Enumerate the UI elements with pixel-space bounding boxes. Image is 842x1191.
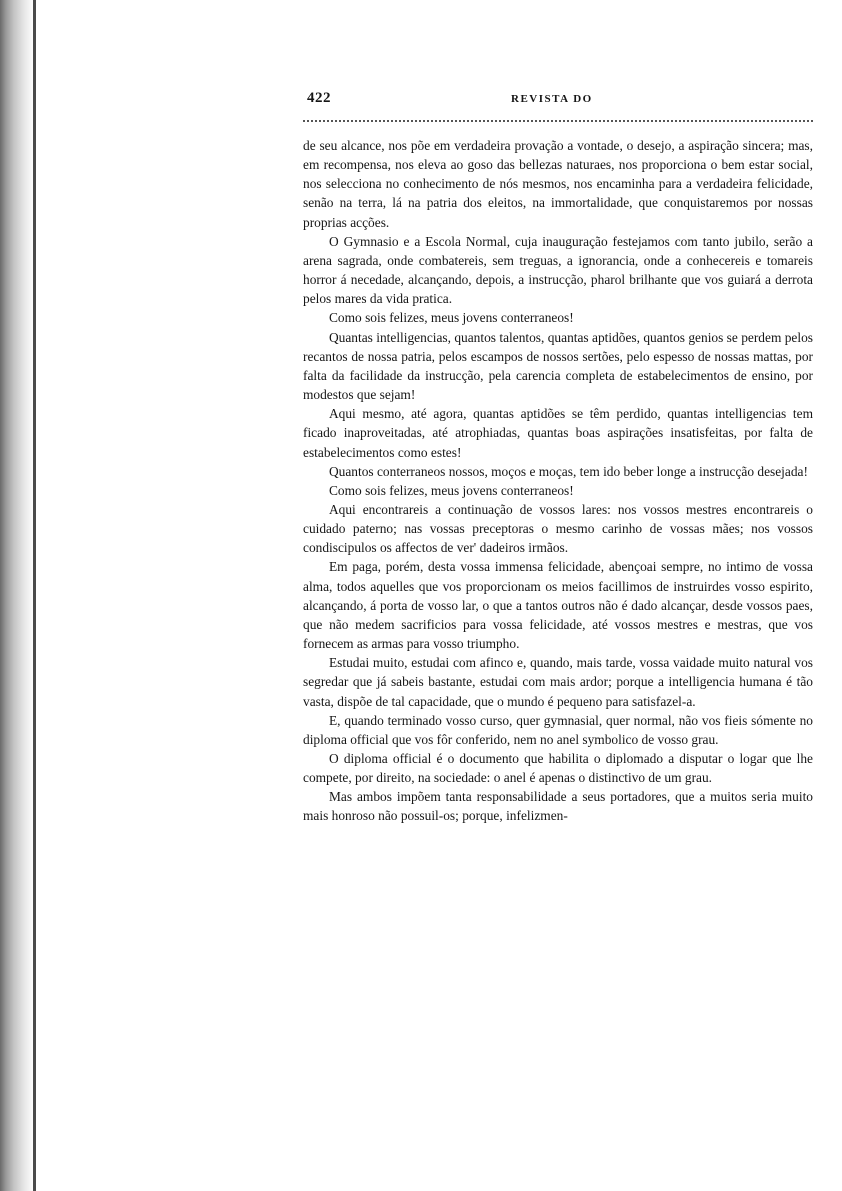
paragraph-9: Em paga, porém, desta vossa immensa felicidade, abençoai sempre, no intimo de vossa alma, todos aquelles que vos proporcionam os meios facillimos de instruirdes vosso espirito, alcançando, á porta de vosso lar, o que a tantos outros não é dado alcançar, desde vossos paes, que não medem sacrificios para vossa felicidade, até vossos mestres e mestras, que vos fornecem as armas para vosso triumpho. — [303, 559, 813, 652]
paragraph-4: Quantas intelligencias, quantos talentos, quantas aptidões, quantos genios se perdem pelos recantos de nossa patria, pelos escampos de nossos sertões, pelo espesso de nossas mattas, por falta da facilidade da instrucção, pela carencia completa de estabelecimentos de ensino, por modestos que sejam! — [303, 329, 813, 403]
paragraph-5: Aqui mesmo, até agora, quantas aptidões se têm perdido, quantas intelligencias tem ficado inaproveitadas, até atrophiadas, quantas boas aspirações insatisfeitas, por falta de estabelecimentos como estes! — [303, 406, 813, 460]
page-header — [303, 90, 813, 122]
paragraph-1: de seu alcance, nos põe em verdadeira provação a vontade, o desejo, a aspiração sincera; mas, em recompensa, nos eleva ao goso das bellezas naturaes, nos proporciona o bem estar social, nos selecciona no conhecimento de nós mesmos, nos encaminha para a verdadeira felicidade, senão na terra, lá na patria dos eleitos, na immortalidade, que conquistaremos por nossas proprias acções. — [303, 138, 813, 230]
paragraph-10: Estudai muito, estudai com afinco e, quando, mais tarde, vossa vaidade muito natural vos segredar que já sabeis bastante, estudai com mais ardor; porque a intelligencia humana é tão vasta, dispõe de tal capacidade, que o mundo é pequeno para satisfazel-a. — [303, 655, 813, 709]
page-binding-edge — [33, 0, 36, 1191]
running-title: REVISTA DO — [511, 93, 593, 105]
paragraph-13: Mas ambos impõem tanta responsabilidade a seus portadores, que a muitos seria muito mais honroso não possuil-os; porque, infelizmen- — [303, 789, 813, 824]
page-binding-shadow — [0, 0, 34, 1191]
paragraph-2: O Gymnasio e a Escola Normal, cuja inauguração festejamos com tanto jubilo, serão a arena sagrada, onde combatereis, sem treguas, a ignorancia, onde a conhecereis e tomareis horror á necedade, alcançando, depois, a instrucção, pharol brilhante que vos guiará a derrota pelos mares da vida pratica. — [303, 233, 813, 307]
paragraph-6: Quantos conterraneos nossos, moços e moças, tem ido beber longe a instrucção desejada! — [329, 463, 808, 479]
paragraph-8: Aqui encontrareis a continuação de vossos lares: nos vossos mestres encontrareis o cuidado paterno; nas vossas preceptoras o mesmo carinho de vossas mães; nos vossos condiscipulos os affectos de ver' dadeiros irmãos. — [303, 501, 813, 556]
paragraph-3: Como sois felizes, meus jovens conterraneos! — [329, 310, 574, 326]
paragraph-12: O diploma official é o documento que habilita o diplomado a disputar o logar que lhe compete, por direito, na sociedade: o anel é apenas o distinctivo de um grau. — [303, 751, 813, 786]
paragraph-7: Como sois felizes, meus jovens conterraneos! — [329, 482, 574, 498]
paragraph-11: E, quando terminado vosso curso, quer gymnasial, quer normal, não vos fieis sómente no diploma official que vos fôr conferido, nem no anel symbolico de vosso grau. — [303, 712, 813, 747]
page-number: 422 — [307, 90, 331, 106]
page-body — [303, 136, 813, 826]
